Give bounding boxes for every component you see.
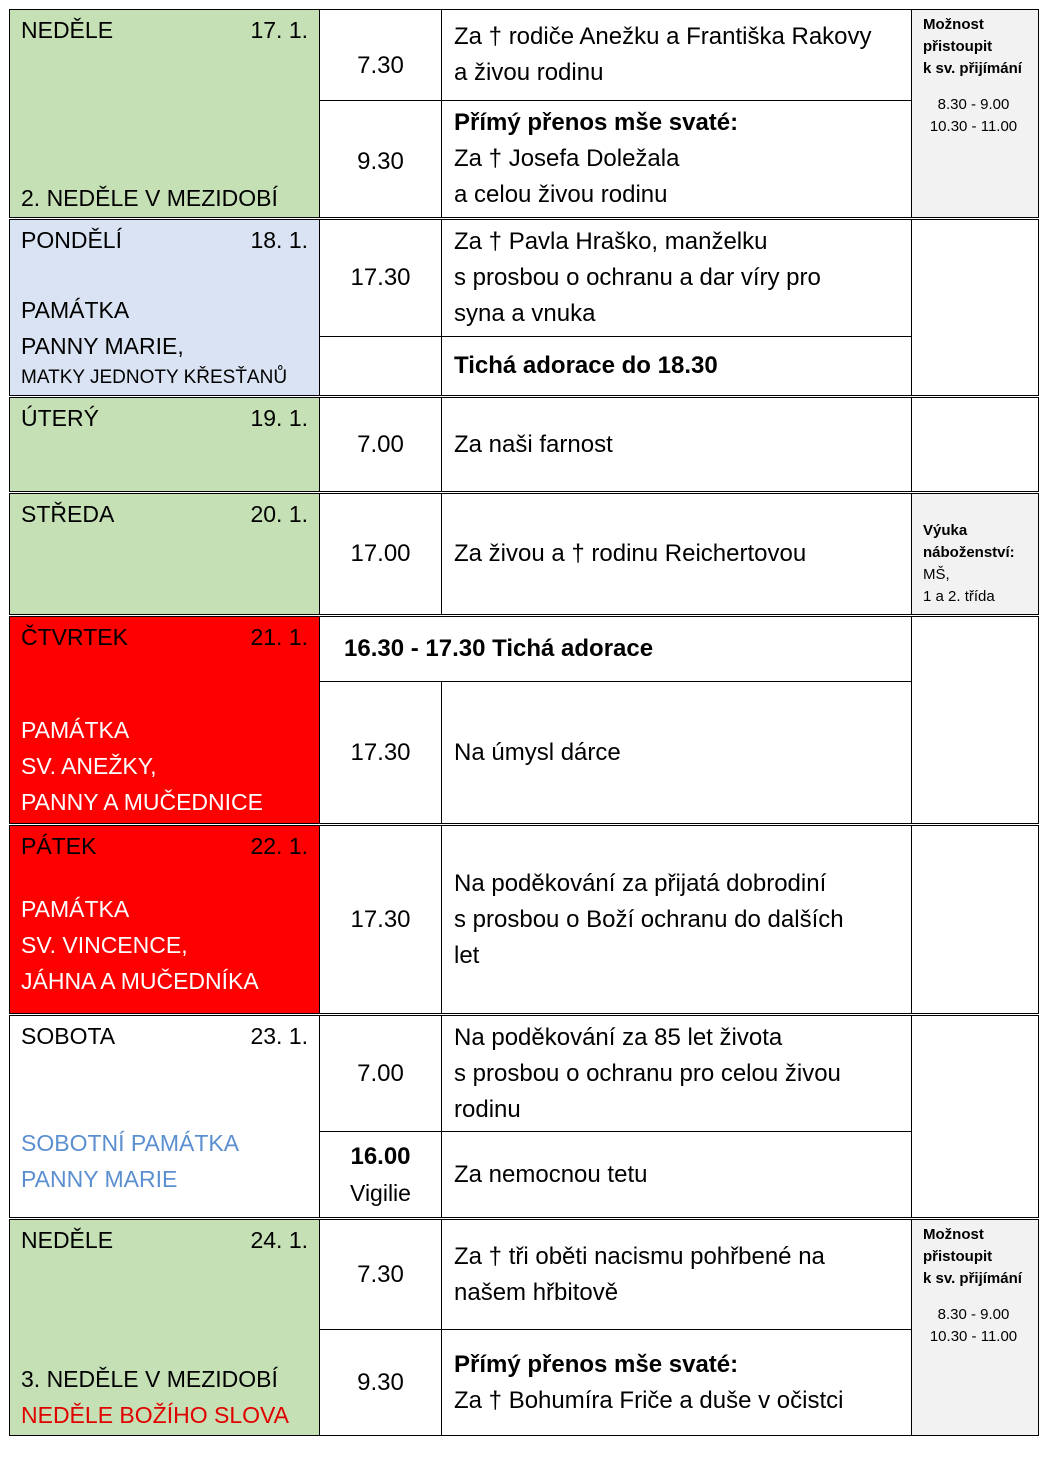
- communion-time: 8.30 - 9.00: [937, 1306, 1010, 1323]
- liturgical-note: PANNY MARIE,: [21, 333, 184, 359]
- adoration-note: 16.30 - 17.30 Tichá adorace: [320, 616, 912, 682]
- side-title: přistoupit: [923, 38, 993, 55]
- intention-line: Přímý přenos mše svaté:: [454, 1350, 739, 1378]
- intention-line: s prosbou o ochranu pro celou živou: [454, 1059, 841, 1087]
- liturgical-note: PANNY MARIE: [21, 1166, 178, 1192]
- table-row: [10, 1219, 1039, 1330]
- mass-time: 9.30: [320, 1330, 442, 1436]
- side-empty: [912, 825, 1039, 1015]
- side-title: Možnost: [923, 1226, 984, 1243]
- communion-info: [912, 1219, 1039, 1436]
- mass-time: 17.00: [320, 493, 442, 616]
- liturgical-note: PANNY A MUČEDNICE: [21, 789, 263, 815]
- mass-time: 17.30: [320, 682, 442, 825]
- intention-line: Přímý přenos mše svaté:: [454, 109, 739, 136]
- religion-class-info: [912, 493, 1039, 616]
- day-date: 20. 1.: [250, 501, 308, 527]
- mass-time: 7.00: [320, 397, 442, 493]
- day-name: ČTVRTEK: [21, 624, 128, 650]
- mass-intention: Na úmysl dárce: [442, 682, 912, 825]
- mass-intention: Za živou a † rodinu Reichertovou: [442, 493, 912, 616]
- mass-time: 7.30: [320, 1219, 442, 1330]
- day-cell-monday-18: [10, 219, 320, 397]
- day-date: 22. 1.: [250, 833, 308, 859]
- intention-line: našem hřbitově: [454, 1278, 619, 1306]
- liturgical-note: PAMÁTKA: [21, 717, 130, 743]
- liturgical-note: NEDĚLE BOŽÍHO SLOVA: [21, 1402, 289, 1428]
- mass-intention: [442, 219, 912, 337]
- intention-line: Na poděkování za přijatá dobrodiní: [454, 869, 827, 897]
- intention-line: Za † tři oběti nacismu pohřbené na: [454, 1242, 825, 1270]
- day-name: NEDĚLE: [21, 1227, 114, 1253]
- intention-line: Za † rodiče Anežku a Františka Rakovy: [454, 23, 872, 50]
- table-row: [10, 10, 1039, 101]
- communion-time: 8.30 - 9.00: [937, 96, 1010, 113]
- mass-intention: [442, 10, 912, 101]
- liturgical-note: 3. NEDĚLE V MEZIDOBÍ: [21, 1366, 278, 1392]
- side-title: k sv. přijímání: [923, 1270, 1022, 1287]
- side-line: MŠ,: [923, 566, 950, 583]
- mass-schedule-table: [9, 9, 1039, 1436]
- mass-intention: [442, 1330, 912, 1436]
- mass-intention: [442, 1015, 912, 1132]
- intention-line: s prosbou o ochranu a dar víry pro: [454, 264, 821, 291]
- intention-line: Za † Pavla Hraško, manželku: [454, 228, 768, 255]
- intention-line: a celou živou rodinu: [454, 181, 668, 208]
- side-empty: [912, 616, 1039, 825]
- table-row: [10, 397, 1039, 493]
- day-name: STŘEDA: [21, 501, 115, 527]
- table-row: [10, 825, 1039, 1015]
- side-title: Možnost: [923, 16, 984, 33]
- liturgical-note: 2. NEDĚLE V MEZIDOBÍ: [21, 185, 278, 211]
- side-title: přistoupit: [923, 1248, 993, 1265]
- side-empty: [912, 397, 1039, 493]
- intention-line: let: [454, 941, 480, 969]
- intention-line: Za † Bohumíra Friče a duše v očistci: [454, 1386, 844, 1414]
- side-title: k sv. přijímání: [923, 60, 1022, 77]
- mass-intention: Za nemocnou tetu: [442, 1132, 912, 1219]
- vigil-label: Vigilie: [350, 1179, 411, 1206]
- day-name: SOBOTA: [21, 1023, 116, 1049]
- day-date: 24. 1.: [250, 1227, 308, 1253]
- day-date: 17. 1.: [250, 17, 308, 43]
- table-row: [10, 219, 1039, 337]
- day-cell-tuesday-19: [10, 397, 320, 493]
- intention-line: Za † Josefa Doležala: [454, 145, 680, 172]
- day-cell-sunday-17: [10, 10, 320, 219]
- liturgical-note: SV. VINCENCE,: [21, 932, 188, 958]
- communion-time: 10.30 - 11.00: [929, 1328, 1018, 1345]
- liturgical-note: SOBOTNÍ PAMÁTKA: [21, 1130, 240, 1156]
- mass-time: 17.30: [320, 219, 442, 337]
- side-empty: [912, 1015, 1039, 1219]
- day-date: 19. 1.: [250, 405, 308, 431]
- mass-intention: [442, 825, 912, 1015]
- day-name: PÁTEK: [21, 833, 97, 859]
- day-cell-sunday-24: [10, 1219, 320, 1436]
- side-empty: [912, 219, 1039, 397]
- intention-line: Na poděkování za 85 let života: [454, 1023, 783, 1051]
- mass-time: 7.00: [320, 1015, 442, 1132]
- liturgical-note: JÁHNA A MUČEDNÍKA: [21, 968, 259, 994]
- day-cell-thursday-21: [10, 616, 320, 825]
- day-cell-friday-22: [10, 825, 320, 1015]
- day-date: 21. 1.: [250, 624, 308, 650]
- table-row: [10, 1015, 1039, 1132]
- table-row: [10, 616, 1039, 682]
- mass-time-cell: [320, 1132, 442, 1219]
- communion-info: [912, 10, 1039, 219]
- communion-time: 10.30 - 11.00: [929, 118, 1018, 135]
- mass-intention: Za naši farnost: [442, 397, 912, 493]
- liturgical-note: MATKY JEDNOTY KŘESŤANŮ: [21, 367, 288, 388]
- side-title: Výuka: [923, 522, 968, 539]
- side-line: 1 a 2. třída: [923, 588, 995, 605]
- mass-intention: [442, 1219, 912, 1330]
- intention-line: syna a vnuka: [454, 300, 596, 327]
- table-row: [10, 493, 1039, 616]
- intention-line: a živou rodinu: [454, 59, 604, 86]
- day-name: ÚTERÝ: [21, 405, 99, 431]
- day-cell-wednesday-20: [10, 493, 320, 616]
- mass-time: 7.30: [320, 10, 442, 101]
- mass-time: 17.30: [320, 825, 442, 1015]
- day-date: 18. 1.: [250, 227, 308, 253]
- liturgical-note: PAMÁTKA: [21, 297, 130, 323]
- liturgical-note: SV. ANEŽKY,: [21, 753, 157, 779]
- side-title: náboženství:: [923, 544, 1015, 561]
- day-name: NEDĚLE: [21, 17, 114, 43]
- time-empty: [320, 337, 442, 397]
- liturgical-note: PAMÁTKA: [21, 896, 130, 922]
- mass-intention: [442, 101, 912, 219]
- mass-time: 9.30: [320, 101, 442, 219]
- intention-line: rodinu: [454, 1095, 521, 1123]
- mass-time: 16.00: [350, 1142, 411, 1170]
- day-cell-saturday-23: [10, 1015, 320, 1219]
- day-date: 23. 1.: [250, 1023, 308, 1049]
- intention-line: s prosbou o Boží ochranu do dalších: [454, 905, 844, 933]
- day-name: PONDĚLÍ: [21, 227, 122, 253]
- adoration-note: Tichá adorace do 18.30: [442, 337, 912, 397]
